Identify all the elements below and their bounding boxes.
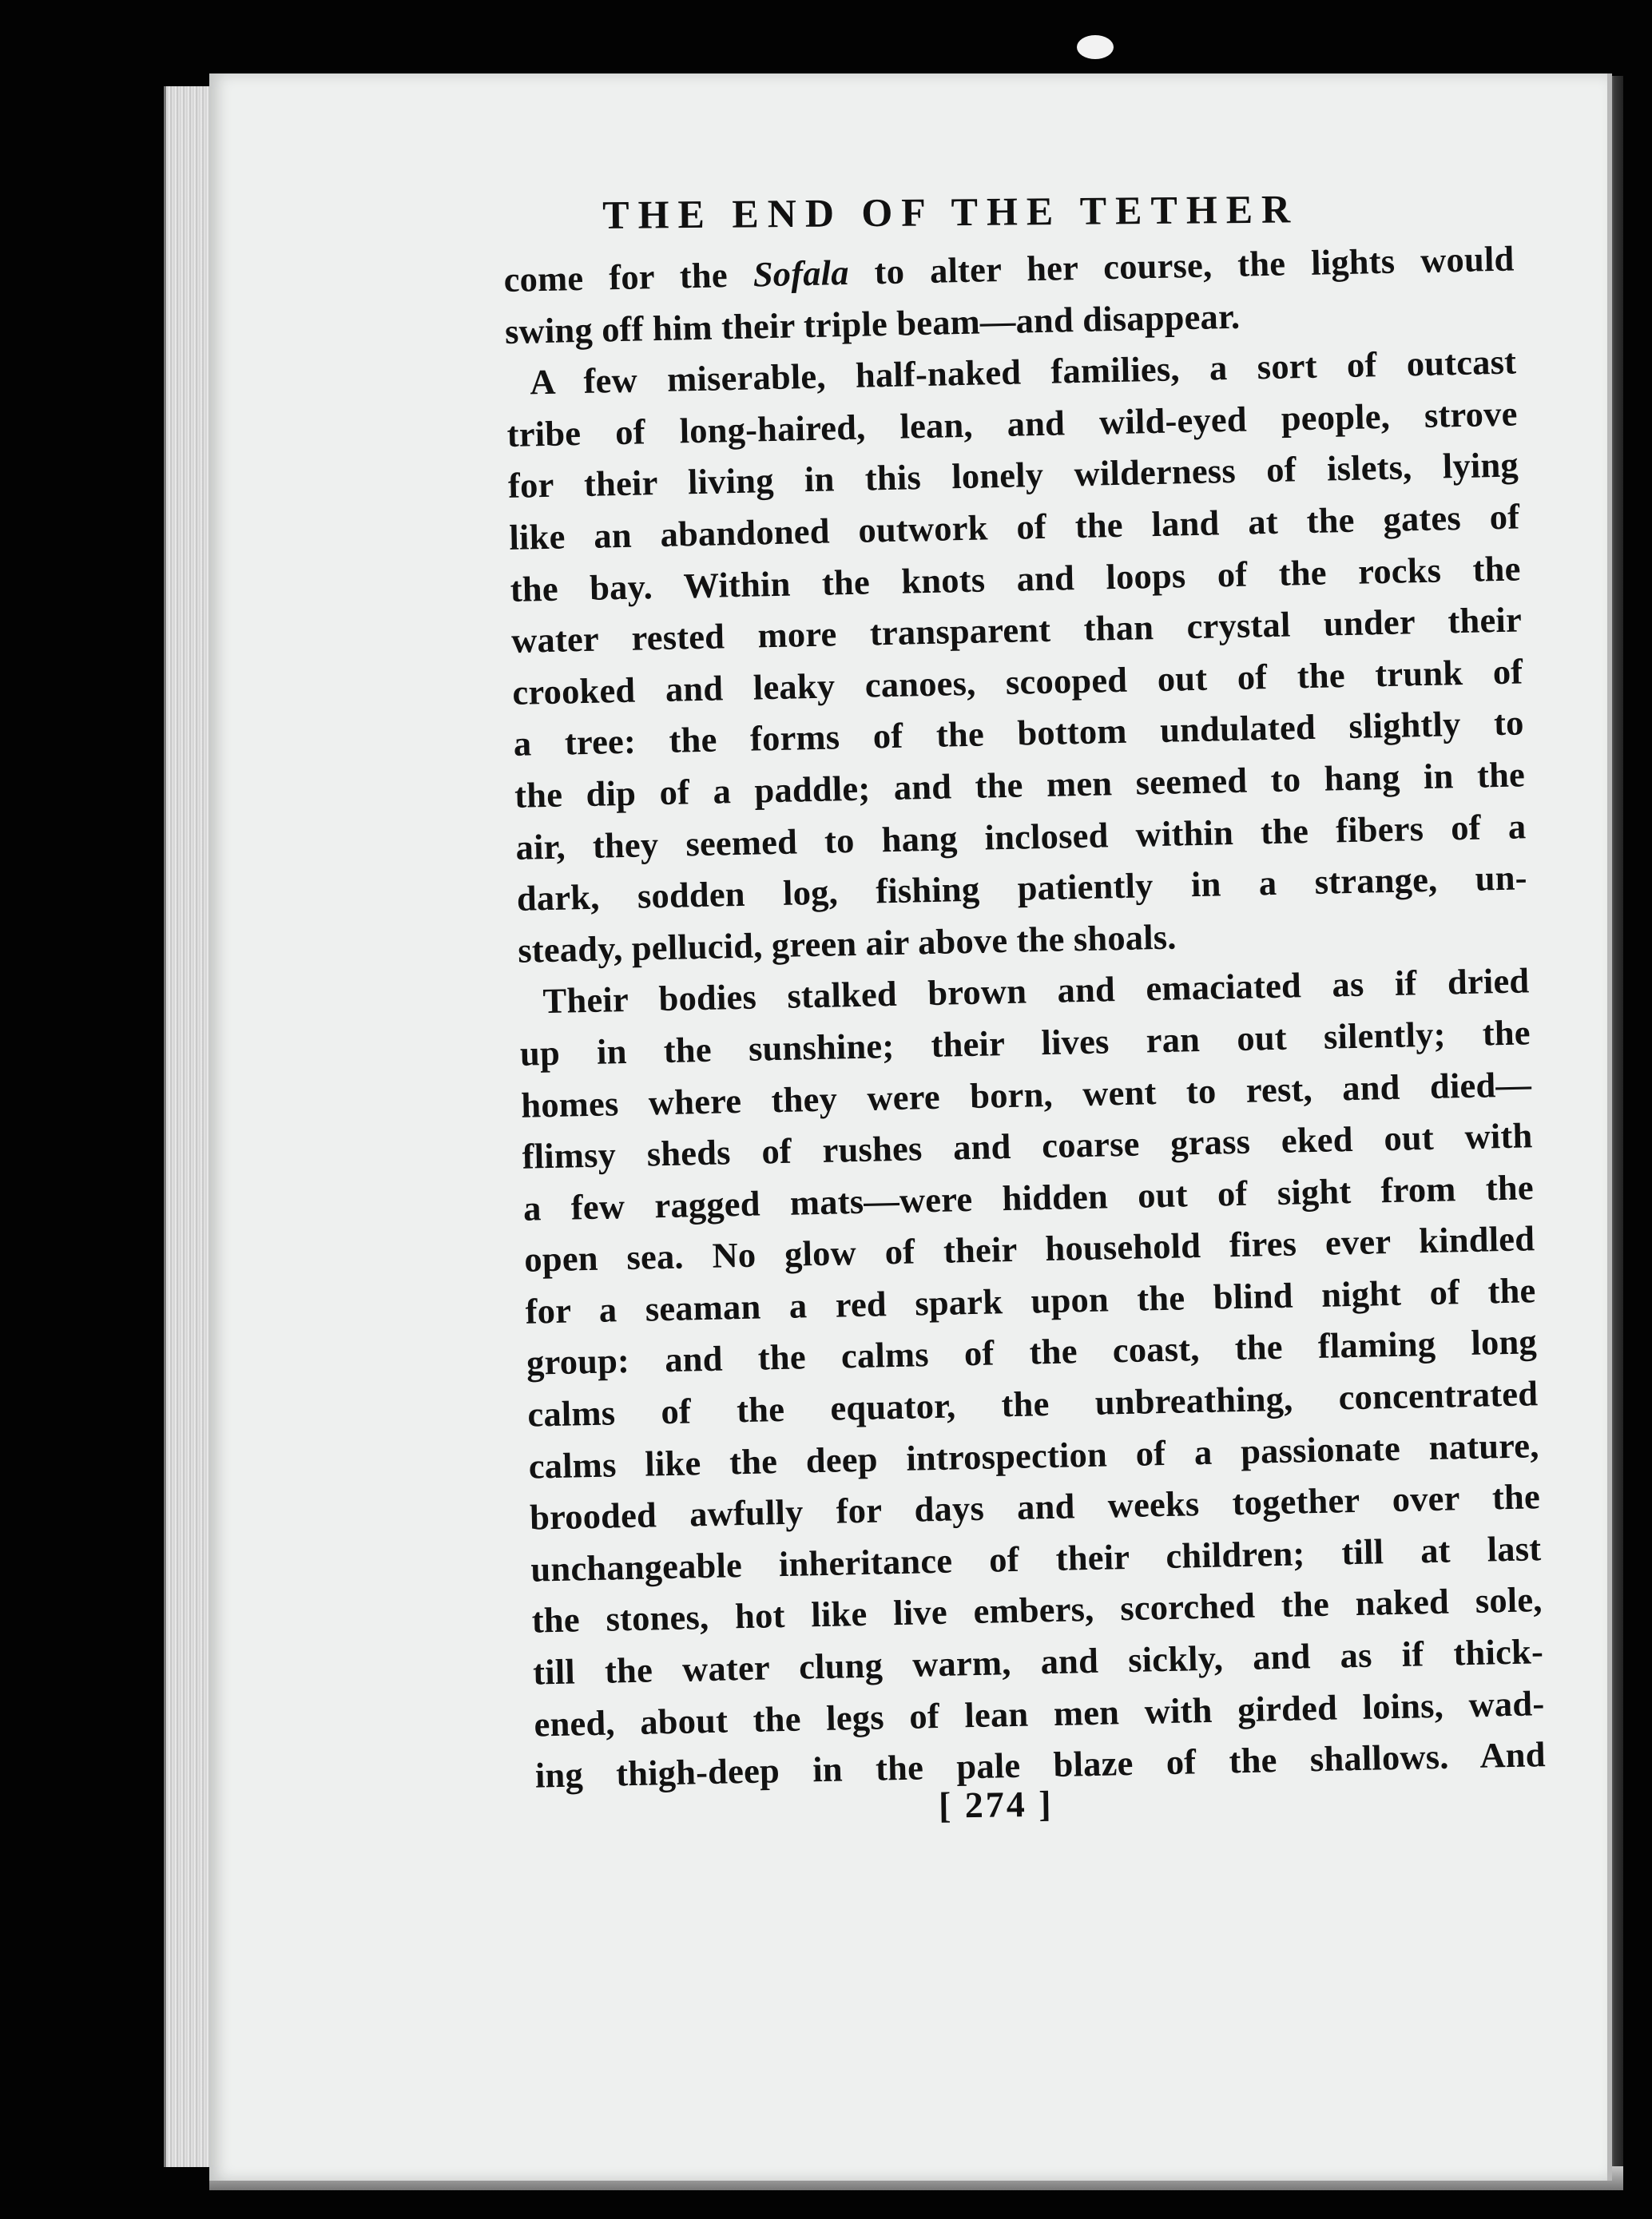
ship-name: Sofala (753, 252, 850, 295)
text-line: for a seaman a red spark upon the blind night of the (525, 1270, 1536, 1332)
text-line: dark, sodden log, fishing patiently in a strange, un- (516, 857, 1528, 919)
text-line: group: and the calms of the coast, the flaming long (526, 1321, 1538, 1383)
text-line: like an abandoned outwork of the land at the gates of (508, 496, 1520, 558)
page-number: [ 274 ] (938, 1783, 1054, 1826)
text-line: homes where they were born, went to rest, and died— (520, 1063, 1532, 1125)
text-line: the bay. Within the knots and loops of the rocks the (510, 547, 1522, 609)
text-line: the stones, hot like live embers, scorched the naked sole, (531, 1579, 1543, 1641)
text-line: brooded awfully for days and weeks together over the (529, 1476, 1541, 1538)
text-line: calms like the deep introspection of a passionate nature, (528, 1424, 1540, 1487)
scan-speck (1077, 35, 1114, 59)
text-line: air, they seemed to hang inclosed within the fibers of a (515, 805, 1527, 867)
text-line: till the water clung warm, and sickly, and as if thick- (532, 1631, 1544, 1693)
text-line: for their living in this lonely wilderness of islets, lying (507, 444, 1519, 506)
text-line: water rested more transparent than crystal under their (510, 599, 1523, 661)
text-line: unchangeable inheritance of their children; till at last (530, 1527, 1542, 1590)
text-line: calms of the equator, the unbreathing, concentrated (526, 1373, 1539, 1435)
text-line: steady, pellucid, green air above the shoals. (517, 916, 1177, 971)
text-line: tribe of long-haired, lean, and wild-eyed people, strove (506, 393, 1518, 455)
running-head: THE END OF THE TETHER (602, 186, 1300, 237)
text-line: A few miserable, half-naked families, a sort of outcast (529, 341, 1517, 403)
text-line: Their bodies stalked brown and emaciated as if dried (542, 960, 1530, 1022)
text-line: ened, about the legs of lean men with girded loins, wad- (534, 1682, 1545, 1745)
text-line: a few ragged mats—were hidden out of sight from the (522, 1166, 1535, 1229)
text-line: up in the sunshine; their lives ran out silently; the (519, 1012, 1531, 1074)
text-line: swing off him their triple beam—and disappear. (504, 296, 1241, 351)
text-line: come for the Sofala to alter her course, the lights would (503, 238, 1515, 300)
text-line: a tree: the forms of the bottom undulated slightly to (513, 702, 1525, 764)
text-line: the dip of a paddle; and the men seemed to hang in the (514, 754, 1526, 816)
text-line: open sea. No glow of their household fires ever kindled (523, 1218, 1535, 1280)
text-line: ing thigh-deep in the pale blaze of the shallows. And (534, 1734, 1547, 1796)
text-line: flimsy sheds of rushes and coarse grass eked out with (522, 1115, 1533, 1177)
text-line: crooked and leaky canoes, scooped out of the trunk of (511, 651, 1523, 713)
body-text (503, 233, 1546, 1802)
